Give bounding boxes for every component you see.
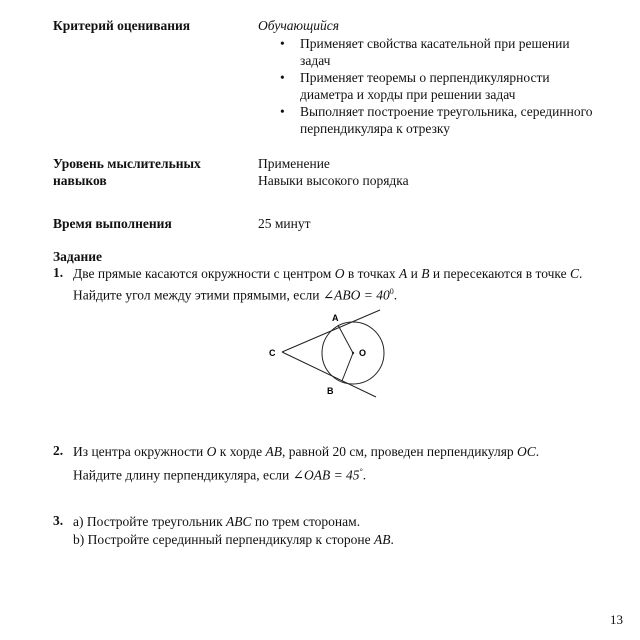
task-2-formula: ∠OAB = 45 xyxy=(292,467,360,483)
task-1-number: 1. xyxy=(53,265,64,280)
criteria-item: • Выполняет построение треугольника, серединного перпендикуляра к отрезку xyxy=(280,104,593,136)
page-number: 13 xyxy=(610,612,623,627)
radius-oa xyxy=(338,325,353,353)
task-1-text: Две прямые касаются окружности с центром O в точках A и B и пересекаются в точке C. Найдите угол между этими прямыми, если ∠ABO = $40^0$. xyxy=(73,266,583,303)
point-label-b: B xyxy=(327,386,334,396)
task-2-number: 2. xyxy=(53,443,64,458)
tangent-circle-figure xyxy=(260,300,390,405)
task-3-text: a) Постройте треугольник ABC по трем сторонам. b) Постройте серединный перпендикуляр к стороне AB. xyxy=(73,514,394,547)
criteria-list xyxy=(258,35,638,137)
time-label: Время выполнения xyxy=(53,216,172,231)
point-label-c: C xyxy=(269,348,276,358)
radius-ob xyxy=(342,353,353,381)
thinking-value: Применение Навыки высокого порядка xyxy=(258,156,409,188)
time-value: 25 минут xyxy=(258,216,311,231)
point-label-a: A xyxy=(332,313,339,323)
center-point xyxy=(352,352,354,354)
criteria-label: Критерий оценивания xyxy=(53,18,191,33)
task-1-formula: ∠ABO = 40 xyxy=(322,287,390,303)
point-label-o: O xyxy=(359,348,367,358)
task-heading: Задание xyxy=(53,249,103,264)
thinking-label: Уровень мыслительных навыков xyxy=(53,156,201,188)
criteria-item: • Применяет свойства касательной при решении задач xyxy=(280,36,570,68)
task-3-number: 3. xyxy=(53,513,64,528)
task-2-text: Из центра окружности O к хорде AB, равной 20 см, проведен перпендикуляр OC. Найдите длину перпендикуляра, если ∠OAB = 45°. xyxy=(73,444,540,483)
criteria-intro: Обучающийся xyxy=(258,18,340,33)
criteria-item: • Применяет теоремы о перпендикулярности диаметра и хорды при решении задач xyxy=(280,70,550,102)
